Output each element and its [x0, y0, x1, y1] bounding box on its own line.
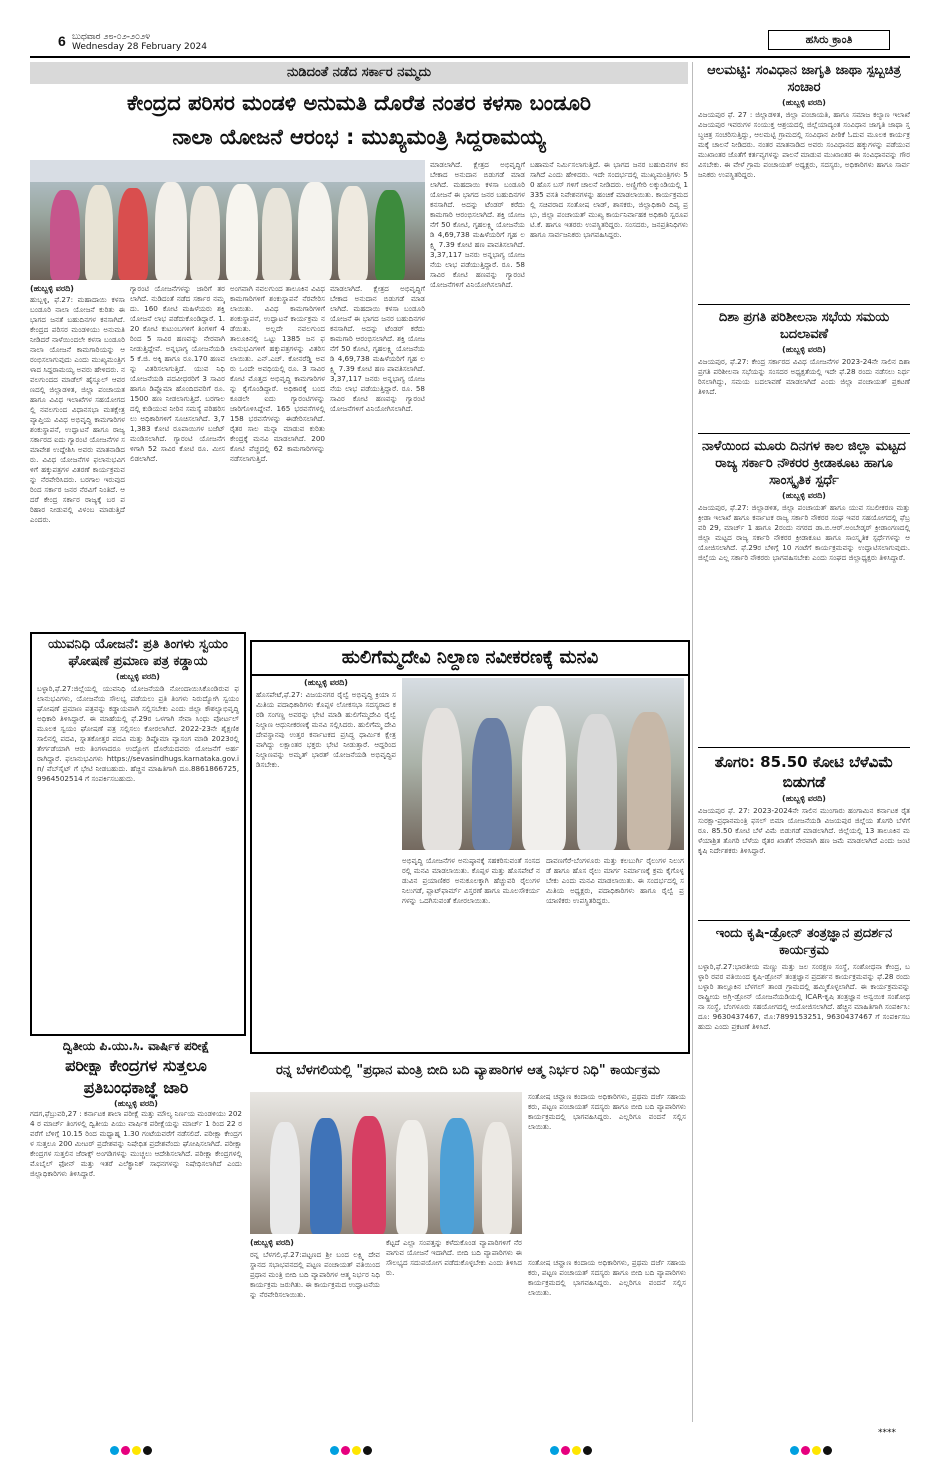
color-marks-mid [330, 1440, 374, 1459]
footer-stars: **** [878, 1428, 896, 1438]
color-marks-right [550, 1440, 594, 1459]
alamatti-byline: (ಹುಬ್ಬಳ್ಳಿ ವರದಿ) [782, 98, 826, 107]
lead-headline-1: ಕೇಂದ್ರದ ಪರಿಸರ ಮಂಡಳಿ ಅನುಮತಿ ದೊರೆತ ನಂತರ ಕಳಸಾ ಬಂಡೂರಿ [127, 91, 591, 115]
column-separator [692, 62, 693, 1422]
togari-body: ವಿಜಯಪುರ ಫೆ. 27: 2023-2024ನೇ ಸಾಲಿನ ಮುಂಗಾರು ಹಂಗಾಮಿನ ಕರ್ನಾಟಕ ರೈತ ಸುರಕ್ಷಾ-ಪ್ರಧಾನಮಂತ್ರಿ ಫಸಲ್ ಬಿಮಾ ಯೋಜನೆಯಡಿ ವಿಜಯಪುರ ಜಿಲ್ಲೆಯ ತೊಗರಿ ಬೆಳೆಗೆ ರೂ. 85.50 ಕೋಟಿ ಬೆಳೆ ವಿಮೆ ಬಿಡುಗಡೆ ಮಾಡಲಾಗಿದೆ. ಜಿಲ್ಲೆಯಲ್ಲಿ 13 ತಾಲೂಕಿನ ಮಳೆಯಾಶ್ರಿತ ತೊಗರಿ ಬೆಳೆಯ ರೈತರ ಖಾತೆಗೆ ನೇರವಾಗಿ ಹಣ ಜಮೆ ಮಾಡಲಾಗಿದೆ ಎಂದು ಜಂಟಿ ಕೃಷಿ ನಿರ್ದೇಶಕರು ತಿಳಿಸಿದ್ದಾರೆ. [698, 806, 910, 855]
temple-photo [402, 678, 684, 850]
temple-col-1: ಹೊಸಪೇಟೆ,ಫೆ.27: ವಿಜಯನಗರ ರೈಲ್ವೆ ಅಭಿವೃದ್ಧಿ ಕ್ರಿಯಾ ಸಮಿತಿಯ ಪದಾಧಿಕಾರಿಗಳು ಕೊಪ್ಪಳ ಲೋಕಸಭಾ ಸದಸ್ಯರಾದ ಕರಡಿ ಸಂಗಣ್ಣ ಅವರನ್ನು ಭೇಟಿ ಮಾಡಿ ಹುಲಿಗೆಮ್ಮದೇವಿ ರೈಲ್ವೆ ನಿಲ್ದಾಣ ಆಧುನೀಕರಣಕ್ಕೆ ಮನವಿ ಸಲ್ಲಿಸಿದರು. ಹುಲಿಗೆಮ್ಮ ದೇವಿ ದೇವಸ್ಥಾನವು ಉತ್ತರ ಕರ್ನಾಟಕದ ಪ್ರಸಿದ್ಧ ಧಾರ್ಮಿಕ ಕ್ಷೇತ್ರವಾಗಿದ್ದು ಲಕ್ಷಾಂತರ ಭಕ್ತರು ಭೇಟಿ ನೀಡುತ್ತಾರೆ. ಆದ್ದರಿಂದ ನಿಲ್ದಾಣವನ್ನು ಅಮೃತ್ ಭಾರತ್ ಯೋಜನೆಯಡಿ ಅಭಿವೃದ್ಧಿಪಡಿಸಬೇಕು. [256, 690, 396, 769]
disha-body: ವಿಜಯಪುರ, ಫೆ.27: ಕೇಂದ್ರ ಸರ್ಕಾರದ ವಿವಿಧ ಯೋಜನೆಗಳ 2023-24ನೇ ಸಾಲಿನ ದಿಶಾ ಪ್ರಗತಿ ಪರಿಶೀಲನಾ ಸಭೆಯನ್ನು ಸಂಸದರ ಅಧ್ಯಕ್ಷತೆಯಲ್ಲಿ ಇದೇ ಫೆ.28 ರಂದು ನಡೆಸಲು ನಿರ್ಧರಿಸಲಾಗಿದ್ದು, ಸಮಯ ಬದಲಾವಣೆ ಮಾಡಲಾಗಿದೆ ಎಂದು ಜಿಲ್ಲಾ ಪಂಚಾಯತ್ ಪ್ರಕಟಣೆ ತಿಳಿಸಿದೆ. [698, 357, 910, 396]
disha-headline: ದಿಶಾ ಪ್ರಗತಿ ಪರಿಶೀಲನಾ ಸಭೆಯ ಸಮಯ ಬದಲಾವಣೆ [718, 310, 890, 342]
date-kannada: ಬುಧವಾರ ೨೮-೦೨-೨೦೨೪ [72, 32, 151, 42]
right-column [698, 62, 910, 1262]
top-rule [30, 56, 910, 58]
sports-byline: (ಹುಬ್ಬಳ್ಳಿ ವರದಿ) [782, 491, 826, 500]
svanidhi-headline: ರನ್ನ ಬೆಳಗಲಿಯಲ್ಲಿ "ಪ್ರಧಾನ ಮಂತ್ರಿ ಬೀದಿ ಬದಿ ವ್ಯಾಪಾರಿಗಳ ಆತ್ಮ ನಿರ್ಭರ ನಿಧಿ" ಕಾರ್ಯಕ್ರಮ [276, 1063, 660, 1078]
lead-byline: (ಹುಬ್ಬಳ್ಳಿ ವರದಿ) [30, 284, 74, 293]
page-number: 6 [58, 33, 66, 49]
exam-headline: ಪರೀಕ್ಷಾ ಕೇಂದ್ರಗಳ ಸುತ್ತಲೂ ಪ್ರತಿಬಂಧಕಾಜ್ಞೆ ಜಾರಿ [65, 1056, 207, 1097]
lead-col-4b: ಮಾಡಲಾಗಿದೆ. ಕ್ಷೇತ್ರದ ಅಭಿವೃದ್ಧಿಗೆ ಬೇಕಾದ ಅನುದಾನ ಬಿಡುಗಡೆ ಮಾಡಲಾಗಿದೆ. ಮಹದಾಯಿ ಕಳಸಾ ಬಂಡೂರಿ ಯೋಜನೆ ಈ ಭಾಗದ ಜನರ ಬಹುದಿನಗಳ ಕನಸಾಗಿದೆ. ಅದನ್ನು ಟೆಂಡರ್ ಕರೆದು ಕಾಮಗಾರಿ ಆರಂಭಿಸಲಾಗಿದೆ. ಶಕ್ತಿ ಯೋಜನೆಗೆ 50 ಕೋಟಿ, ಗೃಹಲಕ್ಷ್ಮಿ ಯೋಜನೆಯಡಿ 4,69,738 ಮಹಿಳೆಯರಿಗೆ ಗೃಹ ಲಕ್ಷ್ಮಿ 7.39 ಕೋಟಿ ಹಣ ಪಾವತಿಸಲಾಗಿದೆ. 3,37,117 ಜನರು ಅನ್ನಭಾಗ್ಯ ಯೋಜನೆಯ ಲಾಭ ಪಡೆಯುತ್ತಿದ್ದಾರೆ. ರೂ. 58 ಸಾವಿರ ಕೋಟಿ ಹಣವನ್ನು ಗ್ಯಾರಂಟಿ ಯೋಜನೆಗಳಿಗೆ ವಿನಿಯೋಗಿಸಲಾಗಿದೆ. [430, 160, 525, 289]
temple-headline: ಹುಲಿಗೆಮ್ಮದೇವಿ ನಿಲ್ದಾಣ ನವೀಕರಣಕ್ಕೆ ಮನವಿ [252, 642, 688, 676]
yuvanidhi-headline: ಯುವನಿಧಿ ಯೋಜನೆ: ಪ್ರತಿ ತಿಂಗಳು ಸ್ವಯಂ ಘೋಷಣೆ ಪ್ರಮಾಣ ಪತ್ರ ಕಡ್ಡಾಯ [48, 637, 228, 669]
togari-headline: ತೊಗರಿ: 85.50 ಕೋಟಿ ಬೆಳೆವಿಮೆ ಬಿಡುಗಡೆ [714, 753, 894, 791]
date-line [72, 32, 207, 52]
svanidhi-byline: (ಹುಬ್ಬಳ್ಳಿ ವರದಿ) [250, 1238, 294, 1247]
exam-body: ಗದಗ,ಫೆಬ್ರುವರಿ,27 : ಕರ್ನಾಟಕ ಶಾಲಾ ಪರೀಕ್ಷೆ ಮತ್ತು ಮೌಲ್ಯ ನಿರ್ಣಯ ಮಂಡಳಿಯು 2024 ರ ಮಾರ್ಚ್ ತಿಂಗಳಲ್ಲಿ ದ್ವಿತೀಯ ಪಿಯು ವಾರ್ಷಿಕ ಪರೀಕ್ಷೆಯನ್ನು ಮಾರ್ಚ್ 1 ರಿಂದ 22 ರವರೆಗೆ ಬೆಳಿಗ್ಗೆ 10.15 ರಿಂದ ಮಧ್ಯಾಹ್ನ 1.30 ಗಂಟೆಯವರೆಗೆ ನಡೆಸಲಿದೆ. ಪರೀಕ್ಷಾ ಕೇಂದ್ರಗಳ ಸುತ್ತಲೂ 200 ಮೀಟರ್ ಪ್ರದೇಶವನ್ನು ನಿಷೇಧಿತ ಪ್ರದೇಶವೆಂದು ಘೋಷಿಸಲಾಗಿದೆ. ಪರೀಕ್ಷಾ ಕೇಂದ್ರಗಳ ಸುತ್ತಲಿನ ಜೆರಾಕ್ಸ್ ಅಂಗಡಿಗಳನ್ನು ಮುಚ್ಚಲು ಆದೇಶಿಸಲಾಗಿದೆ. ಪರೀಕ್ಷಾ ಕೇಂದ್ರಗಳಲ್ಲಿ ಮೊಬೈಲ್ ಫೋನ್ ಮತ್ತು ಇತರೆ ಎಲೆಕ್ಟ್ರಾನಿಕ್ ಸಾಧನಗಳನ್ನು ನಿಷೇಧಿಸಲಾಗಿದೆ ಎಂದು ಜಿಲ್ಲಾಧಿಕಾರಿಗಳು ತಿಳಿಸಿದ್ದಾರೆ. [30, 1109, 242, 1178]
color-marks-far-right [790, 1440, 834, 1459]
lead-col-2: ಗ್ಯಾರಂಟಿ ಯೋಜನೆಗಳನ್ನು ಜಾರಿಗೆ ತರಲಾಗಿದೆ. ನುಡಿದಂತೆ ನಡೆದ ಸರ್ಕಾರ ನಮ್ಮದು. 160 ಕೋಟಿ ಮಹಿಳೆಯರು ಶಕ್ತಿ ಯೋಜನೆ ಲಾಭ ಪಡೆದುಕೊಂಡಿದ್ದಾರೆ. 1.20 ಕೋಟಿ ಕುಟುಂಬಗಳಿಗೆ ತಿಂಗಳಿಗೆ 4 ರಿಂದ 5 ಸಾವಿರ ಹಣವನ್ನು ನೇರವಾಗಿ ನೀಡುತ್ತಿದ್ದೇವೆ. ಅನ್ನಭಾಗ್ಯ ಯೋಜನೆಯಡಿ 5 ಕೆ.ಜಿ. ಅಕ್ಕಿ ಹಾಗೂ ರೂ.170 ಹಣವನ್ನು ವಿತರಿಸಲಾಗುತ್ತಿದೆ. ಯುವ ನಿಧಿ ಯೋಜನೆಯಡಿ ಪದವೀಧರರಿಗೆ 3 ಸಾವಿರ ಹಾಗೂ ಡಿಪ್ಲೊಮಾ ಹೊಂದಿದವರಿಗೆ ರೂ. 1500 ಹಣ ನೀಡಲಾಗುತ್ತಿದೆ. ಬರಗಾಲದಲ್ಲಿ ಕುಡಿಯುವ ನೀರಿನ ಸಮಸ್ಯೆ ಪರಿಹರಿಸಲು ಅಧಿಕಾರಿಗಳಿಗೆ ಸೂಚಿಸಲಾಗಿದೆ. 3,71,383 ಕೋಟಿ ರೂಪಾಯಿಗಳ ಬಜೆಟ್ ಮಂಡಿಸಲಾಗಿದೆ. ಗ್ಯಾರಂಟಿ ಯೋಜನೆಗಳಿಗಾಗಿ 52 ಸಾವಿರ ಕೋಟಿ ರೂ. ಮೀಸಲಿಡಲಾಗಿದೆ. [130, 284, 225, 463]
lead-col-4: ಮಾಡಲಾಗಿದೆ. ಕ್ಷೇತ್ರದ ಅಭಿವೃದ್ಧಿಗೆ ಬೇಕಾದ ಅನುದಾನ ಬಿಡುಗಡೆ ಮಾಡಲಾಗಿದೆ. ಮಹದಾಯಿ ಕಳಸಾ ಬಂಡೂರಿ ಯೋಜನೆ ಈ ಭಾಗದ ಜನರ ಬಹುದಿನಗಳ ಕನಸಾಗಿದೆ. ಅದನ್ನು ಟೆಂಡರ್ ಕರೆದು ಕಾಮಗಾರಿ ಆರಂಭಿಸಲಾಗಿದೆ. ಶಕ್ತಿ ಯೋಜನೆಗೆ 50 ಕೋಟಿ, ಗೃಹಲಕ್ಷ್ಮಿ ಯೋಜನೆಯಡಿ 4,69,738 ಮಹಿಳೆಯರಿಗೆ ಗೃಹ ಲಕ್ಷ್ಮಿ 7.39 ಕೋಟಿ ಹಣ ಪಾವತಿಸಲಾಗಿದೆ. 3,37,117 ಜನರು ಅನ್ನಭಾಗ್ಯ ಯೋಜನೆಯ ಲಾಭ ಪಡೆಯುತ್ತಿದ್ದಾರೆ. ರೂ. 58 ಸಾವಿರ ಕೋಟಿ ಹಣವನ್ನು ಗ್ಯಾರಂಟಿ ಯೋಜನೆಗಳಿಗೆ ವಿನಿಯೋಗಿಸಲಾಗಿದೆ. [330, 284, 425, 413]
svanidhi-col-2: ಕೆಟ್ಟದೆ ಎಲ್ಲಾ ಸಂಪತ್ತನ್ನು ಕಳೆದುಕೊಂಡ ವ್ಯಾಪಾರಿಗಳಿಗೆ ನೆರವಾಗುವ ಯೋಜನೆ ಇದಾಗಿದೆ. ಬೀದಿ ಬದಿ ವ್ಯಾಪಾರಿಗಳು ಈ ಸೌಲಭ್ಯದ ಸದುಪಯೋಗ ಪಡೆದುಕೊಳ್ಳಬೇಕು ಎಂದು ತಿಳಿಸಿದರು. [386, 1238, 522, 1277]
yuvanidhi-byline: (ಹುಬ್ಬಳ್ಳಿ ವರದಿ) [116, 672, 160, 681]
svanidhi-photo [250, 1092, 522, 1234]
drone-body: ಬಳ್ಳಾರಿ,ಫೆ.27:ಭಾರತೀಯ ಮಣ್ಣು ಮತ್ತು ಜಲ ಸಂರಕ್ಷಣ ಸಂಸ್ಥೆ, ಸಂಶೋಧನಾ ಕೇಂದ್ರ, ಬಳ್ಳಾರಿ ರವರ ವತಿಯಿಂದ ಕೃಷಿ-ಡ್ರೋನ್ ತಂತ್ರಜ್ಞಾನ ಪ್ರದರ್ಶನ ಕಾರ್ಯಕ್ರಮವನ್ನು ಫೆ.28 ರಂದು ಬಳ್ಳಾರಿ ತಾಲ್ಲೂಕಿನ ಬೆಳಗಲ್ ತಾಂಡ ಗ್ರಾಮದಲ್ಲಿ ಹಮ್ಮಿಕೊಳ್ಳಲಾಗಿದೆ. ಈ ಕಾರ್ಯಕ್ರಮವನ್ನು ರಾಷ್ಟ್ರೀಯ ಅಗ್ರಿ-ಡ್ರೋನ್ ಯೋಜನೆಯಡಿಯಲ್ಲಿ ICAR-ಕೃಷಿ ತಂತ್ರಜ್ಞಾನ ಅನ್ವಯಿಕ ಸಂಶೋಧನಾ ಸಂಸ್ಥೆ, ಬೆಂಗಳೂರು ಸಹಯೋಗದಲ್ಲಿ ಆಯೋಜಿಸಲಾಗಿದೆ. ಹೆಚ್ಚಿನ ಮಾಹಿತಿಗಾಗಿ ಸಂಪರ್ಕಿಸಿ: ದೂ: 9630437467, ಮೊ:7899153251, 9630437467 ಗೆ ಸಂಪರ್ಕಿಸಬಹುದು ಎಂದು ಪ್ರಕಟಣೆ ತಿಳಿಸಿದೆ. [698, 962, 910, 1031]
temple-byline: (ಹುಬ್ಬಳ್ಳಿ ವರದಿ) [304, 678, 348, 687]
drone-headline: ಇಂದು ಕೃಷಿ-ಡ್ರೋನ್ ತಂತ್ರಜ್ಞಾನ ಪ್ರದರ್ಶನ ಕಾರ್ಯಕ್ರಮ [715, 926, 893, 958]
sports-body: ವಿಜಯಪುರ, ಫೆ.27: ಜಿಲ್ಲಾಡಳಿತ, ಜಿಲ್ಲಾ ಪಂಚಾಯತ್ ಹಾಗೂ ಯುವ ಸಬಲೀಕರಣ ಮತ್ತು ಕ್ರೀಡಾ ಇಲಾಖೆ ಹಾಗೂ ಕರ್ನಾಟಕ ರಾಜ್ಯ ಸರ್ಕಾರಿ ನೌಕರರ ಸಂಘ ಇವರ ಸಹಯೋಗದಲ್ಲಿ ಫೆಬ್ರವರಿ 29, ಮಾರ್ಚ್ 1 ಹಾಗೂ 2ರಂದು ನಗರದ ಡಾ.ಬಿ.ಆರ್.ಅಂಬೇಡ್ಕರ್ ಕ್ರೀಡಾಂಗಣದಲ್ಲಿ ಜಿಲ್ಲಾ ಮಟ್ಟದ ರಾಜ್ಯ ಸರ್ಕಾರಿ ನೌಕರರ ಕ್ರೀಡಾಕೂಟ ಹಾಗೂ ಸಾಂಸ್ಕೃತಿಕ ಸ್ಪರ್ಧೆಗಳನ್ನು ಆಯೋಜಿಸಲಾಗಿದೆ. ಫೆ.29ರ ಬೆಳಿಗ್ಗೆ 10 ಗಂಟೆಗೆ ಕಾರ್ಯಕ್ರಮವನ್ನು ಉದ್ಘಾಟಿಸಲಾಗುವುದು. ಜಿಲ್ಲೆಯ ಎಲ್ಲ ಸರ್ಕಾರಿ ನೌಕರರು ಭಾಗವಹಿಸಬೇಕು ಎಂದು ಸಂಘದ ಜಿಲ್ಲಾಧ್ಯಕ್ಷರು ತಿಳಿಸಿದ್ದಾರೆ. [698, 503, 910, 562]
sports-headline: ನಾಳೆಯಿಂದ ಮೂರು ದಿನಗಳ ಕಾಲ ಜಿಲ್ಲಾ ಮಟ್ಟದ ರಾಜ್ಯ ಸರ್ಕಾರಿ ನೌಕರರ ಕ್ರೀಡಾಕೂಟ ಹಾಗೂ ಸಾಂಸ್ಕೃತಿಕ ಸ್ಪರ್ಧೆ [702, 439, 906, 488]
magenta-dot [121, 1446, 130, 1455]
svanidhi-col-3b: ಸಂತೋಷ ಚವ್ಹಾಣ ಕಂದಾಯ ಅಧಿಕಾರಿಗಳು, ಪ್ರಥಮ ದರ್ಜೆ ಸಹಾಯಕರು, ಪಟ್ಟಣ ಪಂಚಾಯತ್ ಸದಸ್ಯರು ಹಾಗೂ ಬೀದಿ ಬದಿ ವ್ಯಾಪಾರಿಗಳು ಕಾರ್ಯಕ್ರಮದಲ್ಲಿ ಭಾಗವಹಿಸಿದ್ದರು. ಎಲ್ಲರಿಗೂ ವಂದನೆ ಸಲ್ಲಿಸಲಾಯಿತು. [528, 1258, 686, 1297]
yuvanidhi-body: ಬಳ್ಳಾರಿ,ಫೆ.27:ಜಿಲ್ಲೆಯಲ್ಲಿ ಯುವನಿಧಿ ಯೋಜನೆಯಡಿ ನೋಂದಾಯಿಸಿಕೊಂಡಿರುವ ಫಲಾನುಭವಿಗಳು, ಯೋಜನೆಯ ಸೌಲಭ್ಯ ಪಡೆಯಲು ಪ್ರತಿ ತಿಂಗಳು ನಿರುದ್ಯೋಗಿ ಸ್ವಯಂ ಘೋಷಣೆ ಪ್ರಮಾಣ ಪತ್ರವನ್ನು ಕಡ್ಡಾಯವಾಗಿ ಸಲ್ಲಿಸಬೇಕು ಎಂದು ಜಿಲ್ಲಾ ಕೌಶಲ್ಯಾಭಿವೃದ್ಧಿ ಅಧಿಕಾರಿ ತಿಳಿಸಿದ್ದಾರೆ. ಈ ಮಾಹೆಯಲ್ಲಿ ಫೆ.29ರ ಒಳಗಾಗಿ ಸೇವಾ ಸಿಂಧು ಪೋರ್ಟಲ್ ಮೂಲಕ ಸ್ವಯಂ ಘೋಷಣೆ ಪತ್ರ ಸಲ್ಲಿಸಲು ಕೋರಲಾಗಿದೆ. 2022-23ನೇ ಶೈಕ್ಷಣಿಕ ಸಾಲಿನಲ್ಲಿ ಪದವಿ, ಸ್ನಾತಕೋತ್ತರ ಪದವಿ ಮತ್ತು ಡಿಪ್ಲೊಮಾ ವ್ಯಾಸಂಗ ಮಾಡಿ 2023ರಲ್ಲಿ ತೇರ್ಗಡೆಯಾಗಿ ಆರು ತಿಂಗಳಾದರೂ ಉದ್ಯೋಗ ದೊರೆಯದವರು ಯೋಜನೆಗೆ ಅರ್ಹರಾಗಿದ್ದಾರೆ. ಫಲಾನುಭವಿಗಳು https://sevasindhugs.karnataka.gov.in/ ವೆಬ್‍ಸೈಟ್ ಗೆ ಭೇಟಿ ನೀಡಬಹುದು. ಹೆಚ್ಚಿನ ಮಾಹಿತಿಗಾಗಿ ದೂ.8861866725, 9964502514 ಗೆ ಸಂಪರ್ಕಿಸಬಹುದು. [37, 684, 239, 783]
color-marks-left [110, 1440, 154, 1459]
temple-col-3: ದಾವಣಗೆರೆ-ಬೆಂಗಳೂರು ಮತ್ತು ಕಲಬುರ್ಗಿ ರೈಲುಗಳ ನಿಲುಗಡೆ ಹಾಗೂ ಹೊಸ ರೈಲು ಮಾರ್ಗ ನಿರ್ಮಾಣಕ್ಕೆ ಕ್ರಮ ಕೈಗೊಳ್ಳಬೇಕು ಎಂದು ಮನವಿ ಮಾಡಲಾಯಿತು. ಈ ಸಂದರ್ಭದಲ್ಲಿ ಸಮಿತಿಯ ಅಧ್ಯಕ್ಷರು, ಪದಾಧಿಕಾರಿಗಳು ಹಾಗೂ ರೈಲ್ವೆ ಪ್ರಯಾಣಿಕರು ಉಪಸ್ಥಿತರಿದ್ದರು. [546, 856, 684, 905]
temple-col-2: ಅಭಿವೃದ್ಧಿ ಯೋಜನೆಗಳ ಅನುಷ್ಠಾನಕ್ಕೆ ಸಹಕರಿಸುವಂತೆ ಸಂಸದರಲ್ಲಿ ಮನವಿ ಮಾಡಲಾಯಿತು. ಕೊಪ್ಪಳ ಮತ್ತು ಹೊಸಪೇಟೆ ನಡುವಿನ ಪ್ರಯಾಣಿಕರ ಅನುಕೂಲಕ್ಕಾಗಿ ಹೆಚ್ಚುವರಿ ರೈಲುಗಳ ನಿಲುಗಡೆ, ಪ್ಲಾಟ್‌ಫಾರ್ಮ್ ವಿಸ್ತರಣೆ ಹಾಗೂ ಮೂಲಸೌಕರ್ಯಗಳನ್ನು ಒದಗಿಸುವಂತೆ ಕೋರಲಾಯಿತು. [402, 856, 540, 905]
disha-byline: (ಹುಬ್ಬಳ್ಳಿ ವರದಿ) [782, 345, 826, 354]
lead-col-3: ಅಂಗವಾಗಿ ನವಲಗುಂದ ತಾಲೂಕಿನ ವಿವಿಧ ಕಾಮಗಾರಿಗಳಿಗೆ ಶಂಕುಸ್ಥಾಪನೆ ನೆರವೇರಿಸಲಾಯಿತು. ವಿವಿಧ ಕಾಮಗಾರಿಗಳಿಗೆ ಶಂಕುಸ್ಥಾಪನೆ, ಉದ್ಘಾಟನೆ ಕಾರ್ಯಕ್ರಮ ನಡೆಯಿತು. ಅಲ್ಲದೇ ನವಲಗುಂದ ತಾಲೂಕಿನಲ್ಲಿ ಒಟ್ಟು 1385 ಜನ ಫಲಾನುಭವಿಗಳಿಗೆ ಹಕ್ಕುಪತ್ರಗಳನ್ನು ವಿತರಿಸಲಾಯಿತು. ಎನ್.ಎಚ್. ಕೋನರೆಡ್ಡಿ ಅವರು ಒಂದೇ ಅವಧಿಯಲ್ಲಿ ರೂ. 3 ಸಾವಿರ ಕೋಟಿ ಮೊತ್ತದ ಅಭಿವೃದ್ಧಿ ಕಾಮಗಾರಿಗಳನ್ನು ಕೈಗೊಂಡಿದ್ದಾರೆ. ಅಧಿಕಾರಕ್ಕೆ ಬಂದ ಕೂಡಲೇ ಐದು ಗ್ಯಾರಂಟಿಗಳನ್ನು ಜಾರಿಗೊಳಿಸಿದ್ದೇವೆ. 165 ಭರವಸೆಗಳಲ್ಲಿ 158 ಭರವಸೆಗಳನ್ನು ಈಡೇರಿಸಲಾಗಿದೆ. ರೈತರ ಸಾಲ ಮನ್ನಾ ಮಾಡುವ ಕುರಿತು ಕೇಂದ್ರಕ್ಕೆ ಮನವಿ ಮಾಡಲಾಗಿದೆ. 200 ಕೋಟಿ ವೆಚ್ಚದಲ್ಲಿ 62 ಕಾಮಗಾರಿಗಳನ್ನು ನಡೆಸಲಾಗುತ್ತಿದೆ. [230, 284, 325, 463]
temple-box [250, 640, 690, 1054]
yuvanidhi-box [30, 632, 246, 1036]
black-dot [143, 1446, 152, 1455]
date-english: Wednesday 28 February 2024 [72, 42, 207, 52]
paper-name: ಹಸಿರು ಕ್ರಾಂತಿ [768, 30, 890, 50]
exam-subhead: ದ್ವಿತೀಯ ಪಿ.ಯು.ಸಿ. ವಾರ್ಷಿಕ ಪರೀಕ್ಷೆ [62, 1039, 210, 1053]
togari-byline: (ಹುಬ್ಬಳ್ಳಿ ವರದಿ) [782, 794, 826, 803]
yellow-dot [132, 1446, 141, 1455]
exam-story [30, 1038, 242, 1409]
lead-kicker: ನುಡಿದಂತೆ ನಡೆದ ಸರ್ಕಾರ ನಮ್ಮದು [30, 62, 688, 84]
lead-col-5: ಬಹಾಮನೆ ನಿರ್ಮಿಸಲಾಗುತ್ತಿದೆ. ಈ ಭಾಗದ ಜನರ ಬಹುದಿನಗಳ ಕನಸಾಗಿದೆ ಎಂದು ಹೇಳಿದರು. ಇದೇ ಸಂದರ್ಭದಲ್ಲಿ ಮುಖ್ಯಮಂತ್ರಿಗಳು 50 ಹೊಸ ಬಸ್ ಗಳಿಗೆ ಚಾಲನೆ ನೀಡಿದರು. ಅಣ್ಣಿಗೇರಿ ಲಕ್ಕುಂಡಿಯಲ್ಲಿ 1335 ವಸತಿ ನಿವೇಶನಗಳನ್ನು ಹಂಚಿಕೆ ಮಾಡಲಾಯಿತು. ಕಾರ್ಯಕ್ರಮದಲ್ಲಿ ಸಚಿವರಾದ ಸಂತೋಷ ಲಾಡ್, ಶಾಸಕರು, ಜಿಲ್ಲಾಧಿಕಾರಿ ದಿವ್ಯ ಪ್ರಭು, ಜಿಲ್ಲಾ ಪಂಚಾಯತ್ ಮುಖ್ಯ ಕಾರ್ಯನಿರ್ವಾಹಕ ಅಧಿಕಾರಿ ಸ್ವರೂಪ ಟಿ.ಕೆ. ಹಾಗೂ ಇತರರು ಉಪಸ್ಥಿತರಿದ್ದರು. ಸಂಸದರು, ಜನಪ್ರತಿನಿಧಿಗಳು ಹಾಗೂ ಸಾರ್ವಜನಿಕರು ಭಾಗವಹಿಸಿದ್ದರು. [530, 160, 688, 239]
exam-byline: (ಹುಬ್ಬಳ್ಳಿ ವರದಿ) [114, 1099, 158, 1108]
lead-photo [30, 160, 425, 280]
lead-headline-2: ನಾಲಾ ಯೋಜನೆ ಆರಂಭ : ಮುಖ್ಯಮಂತ್ರಿ ಸಿದ್ದರಾಮಯ್ಯ [172, 125, 546, 149]
lead-col-1: ಹುಬ್ಬಳ್ಳಿ, ಫೆ.27: ಮಹಾದಾಯಿ ಕಳಸಾ ಬಂಡೂರಿ ನಾಲಾ ಯೋಜನೆ ಕುರಿತು ಈ ಭಾಗದ ಜನತೆ ಬಹುದಿನಗಳ ಕನಸಾಗಿದೆ. ಕೇಂದ್ರದ ಪರಿಸರ ಮಂಡಳಿಯು ಅನುಮತಿ ನೀಡಿದರೆ ನಾಳೆಯಿಂದಲೇ ಕಳಸಾ ಬಂಡೂರಿ ನಾಲಾ ಯೋಜನೆ ಕಾಮಗಾರಿಯನ್ನು ಆರಂಭಿಸಲಾಗುವುದು ಎಂದು ಮುಖ್ಯಮಂತ್ರಿಗಳಾದ ಸಿದ್ದರಾಮಯ್ಯ ಅವರು ಹೇಳಿದರು. ನವಲಗುಂದದ ಮಾಡೆಲ್ ಹೈಸ್ಕೂಲ್ ಆವರಣದಲ್ಲಿ ಜಿಲ್ಲಾಡಳಿತ, ಜಿಲ್ಲಾ ಪಂಚಾಯತ ಹಾಗೂ ವಿವಿಧ ಇಲಾಖೆಗಳ ಸಹಯೋಗದಲ್ಲಿ ನವಲಗುಂದ ವಿಧಾನಸಭಾ ಮತಕ್ಷೇತ್ರ ವ್ಯಾಪ್ತಿಯ ವಿವಿಧ ಅಭಿವೃದ್ಧಿ ಕಾಮಗಾರಿಗಳ ಶಂಕುಸ್ಥಾಪನೆ, ಉದ್ಘಾಟನೆ ಹಾಗೂ ರಾಜ್ಯ ಸರ್ಕಾರದ ಐದು ಗ್ಯಾರಂಟಿ ಯೋಜನೆಗಳ ಸಮಾವೇಶ ಉದ್ದೇಶಿಸಿ ಅವರು ಮಾತನಾಡಿದರು. ವಿವಿಧ ಯೋಜನೆಗಳ ಫಲಾನುಭವಿಗಳಿಗೆ ಹಕ್ಕುಪತ್ರಗಳ ವಿತರಣೆ ಕಾರ್ಯಕ್ರಮವನ್ನು ನೆರವೇರಿಸಿದರು. ಬರಗಾಲ ಇರುವುದರಿಂದ ಸರ್ಕಾರ ಜನರ ನೆರವಿಗೆ ನಿಂತಿದೆ. ಆದರೆ ಕೇಂದ್ರ ಸರ್ಕಾರ ರಾಜ್ಯಕ್ಕೆ ಬರ ಪರಿಹಾರ ನೀಡುವಲ್ಲಿ ವಿಳಂಬ ಮಾಡುತ್ತಿದೆ ಎಂದರು. [30, 295, 125, 524]
svanidhi-col-3: ಸಂತೋಷ ಚವ್ಹಾಣ ಕಂದಾಯ ಅಧಿಕಾರಿಗಳು, ಪ್ರಥಮ ದರ್ಜೆ ಸಹಾಯಕರು, ಪಟ್ಟಣ ಪಂಚಾಯತ್ ಸದಸ್ಯರು ಹಾಗೂ ಬೀದಿ ಬದಿ ವ್ಯಾಪಾರಿಗಳು ಕಾರ್ಯಕ್ರಮದಲ್ಲಿ ಭಾಗವಹಿಸಿದ್ದರು. ಎಲ್ಲರಿಗೂ ವಂದನೆ ಸಲ್ಲಿಸಲಾಯಿತು. [528, 1092, 686, 1131]
cyan-dot [110, 1446, 119, 1455]
alamatti-body: ವಿಜಯಪುರ ಫೆ. 27 : ಜಿಲ್ಲಾಡಳಿತ, ಜಿಲ್ಲಾ ಪಂಚಾಯತಿ, ಹಾಗೂ ಸಮಾಜ ಕಲ್ಯಾಣ ಇಲಾಖೆ ವಿಜಯಪುರ ಇವರುಗಳ ಸಂಯುಕ್ತ ಆಶ್ರಯದಲ್ಲಿ ಜಿಲ್ಲೆಯಾದ್ಯಂತ ಸಂವಿಧಾನ ಜಾಗೃತಿ ಜಾಥಾ ಸ್ತಬ್ಧಚಿತ್ರ ಸಂಚರಿಸುತ್ತಿದ್ದು, ಆಲಮಟ್ಟಿ ಗ್ರಾಮದಲ್ಲಿ ಸಂವಿಧಾನ ಪೀಠಿಕೆ ಓದುವ ಮೂಲಕ ಕಾರ್ಯಕ್ರಮಕ್ಕೆ ಚಾಲನೆ ನೀಡಿದರು. ನಂತರ ಮಾತನಾಡಿದ ಅವರು ಸಂವಿಧಾನದ ಹಕ್ಕುಗಳನ್ನು ಪಡೆಯುವ ಮುಖಾಂತರ ಜೊತೆಗೆ ಕರ್ತವ್ಯಗಳನ್ನು ಪಾಲನೆ ಮಾಡುವ ಮುಖಾಂತರ ಈ ಸಂವಿಧಾನವನ್ನು ಗೌರವಿಸಬೇಕು. ಈ ವೇಳೆ ಗ್ರಾಮ ಪಂಚಾಯತ್ ಅಧ್ಯಕ್ಷರು, ಸದಸ್ಯರು, ಅಧಿಕಾರಿಗಳು ಹಾಗೂ ಸಾರ್ವಜನಿಕರು ಉಪಸ್ಥಿತರಿದ್ದರು. [698, 110, 910, 179]
alamatti-headline: ಆಲಮಟ್ಟಿ: ಸಂವಿಧಾನ ಜಾಗೃತಿ ಜಾಥಾ ಸ್ಪಬ್ಬಚಿತ್ರ ಸಂಚಾರ [707, 63, 901, 95]
svanidhi-col-1: ರನ್ನ ಬೆಳಗಲಿ,ಫೆ.27:ಪಟ್ಟಣದ ಶ್ರೀ ಬಂದ ಲಕ್ಷ್ಮಿ ದೇವಸ್ಥಾನದ ಸಭಾಭವನದಲ್ಲಿ ಪಟ್ಟಣ ಪಂಚಾಯತ್ ವತಿಯಿಂದ ಪ್ರಧಾನ ಮಂತ್ರಿ ಬೀದಿ ಬದಿ ವ್ಯಾಪಾರಿಗಳ ಆತ್ಮ ನಿರ್ಭರ ನಿಧಿ ಕಾರ್ಯಕ್ರಮ ಜರುಗಿತು. ಈ ಕಾರ್ಯಕ್ರಮದ ಉದ್ಘಾಟನೆಯನ್ನು ನೆರವೇರಿಸಲಾಯಿತು. [250, 1250, 380, 1299]
